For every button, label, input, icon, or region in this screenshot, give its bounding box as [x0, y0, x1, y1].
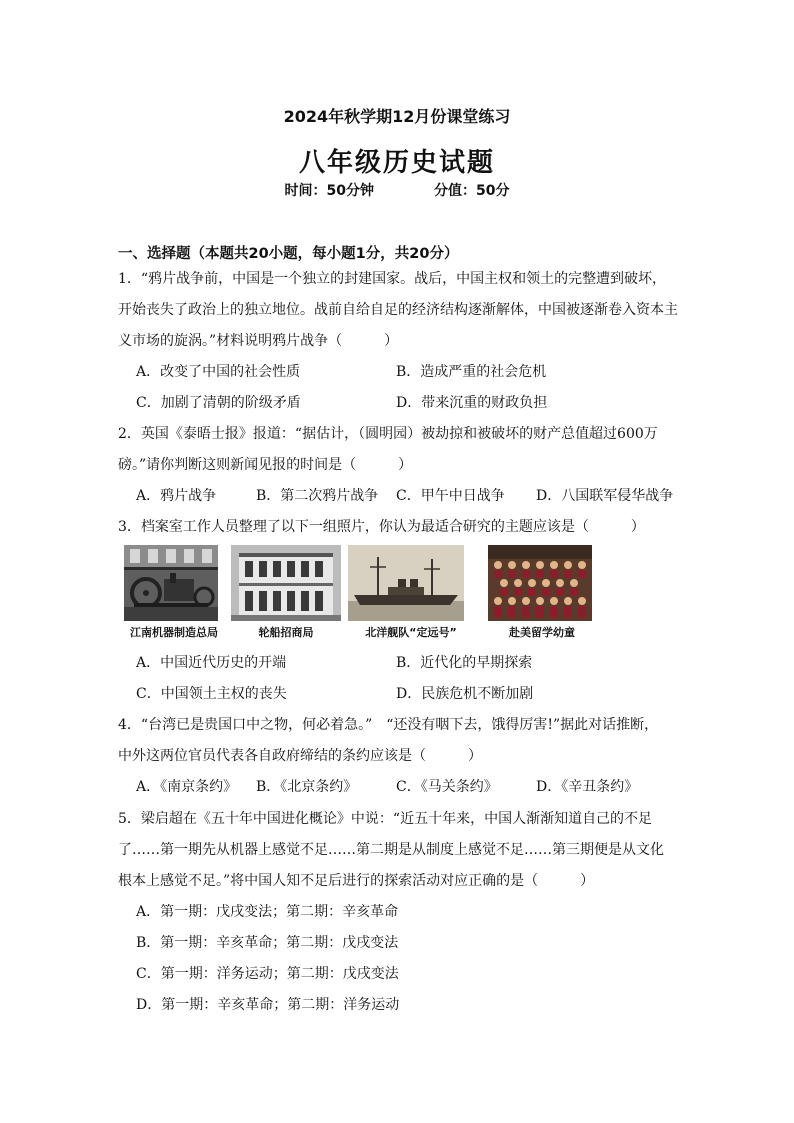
q4-option-b: B．《北京条约》	[256, 779, 358, 795]
q4-line-1: 4．“台湾已是贵国口中之物，何必着急。” “还没有咽下去，饿得厉害!”据此对话推断，	[118, 717, 659, 733]
q5-line-2: 了……第一期先从机器上感觉不足……第二期是从制度上感觉不足……第三期便是从文化	[118, 842, 664, 858]
group-photo-graphic	[488, 545, 592, 621]
q5-option-b: B．第一期：辛亥革命；第二期：戊戌变法	[136, 935, 399, 951]
exam-meta	[0, 180, 794, 200]
q3-option-a: A．中国近代历史的开端	[136, 655, 287, 671]
exam-title: 2024年秋学期12月份课堂练习	[283, 107, 511, 126]
caption-merchants-company: 轮船招商局	[258, 626, 314, 639]
q5-line-3: 根本上感觉不足。”将中国人知不足后进行的探索活动对应正确的是（ ）	[118, 873, 595, 889]
q1-option-a: A．改变了中国的社会性质	[136, 364, 301, 380]
q1-line-1: 1．“鸦片战争前，中国是一个独立的封建国家。战后，中国主权和领土的完整遭到破坏，	[118, 271, 667, 287]
q3-line-1: 3．档案室工作人员整理了以下一组照片，你认为最适合研究的主题应该是（ ）	[118, 519, 645, 535]
q3-option-d: D．民族危机不断加剧	[396, 686, 534, 702]
q4-line-2: 中外这两位官员代表各自政府缔结的条约应该是（ ）	[118, 748, 482, 764]
caption-dingyuan-warship: 北洋舰队“定远号”	[365, 626, 457, 639]
q5-option-c: C．第一期：洋务运动；第二期：戊戌变法	[136, 966, 399, 982]
q2-option-d: D．八国联军侵华战争	[536, 488, 674, 504]
q2-option-c: C．甲午中日战争	[396, 488, 505, 504]
exam-subject: 八年级历史试题	[298, 148, 495, 178]
exam-time: 时间：50分钟	[284, 183, 374, 199]
q1-option-c: C．加剧了清朝的阶级矛盾	[136, 395, 301, 411]
photo-merchants-company	[231, 545, 341, 621]
q2-line-1: 2．英国《泰晤士报》报道：“据估计，（圆明园）被劫掠和被破坏的财产总值超过600万	[118, 426, 658, 442]
q5-option-d: D．第一期：辛亥革命；第二期：洋务运动	[136, 997, 400, 1013]
warship-photo-graphic	[348, 545, 464, 621]
photo-dingyuan-warship	[348, 545, 464, 621]
q1-option-b: B．造成严重的社会危机	[396, 364, 547, 380]
q2-line-2: 磅。”请你判断这则新闻见报的时间是（ ）	[118, 457, 413, 473]
q4-option-c: C．《马关条约》	[396, 779, 498, 795]
q4-option-d: D．《辛丑条约》	[536, 779, 639, 795]
q5-option-a: A．第一期：戊戌变法；第二期：辛亥革命	[136, 904, 399, 920]
q3-option-b: B．近代化的早期探索	[396, 655, 533, 671]
building-photo-graphic	[231, 545, 341, 621]
exam-score: 分值：50分	[434, 183, 510, 199]
factory-photo-graphic	[124, 545, 218, 621]
photo-study-boys	[488, 545, 592, 621]
q2-option-a: A．鸦片战争	[136, 488, 217, 504]
q1-option-d: D．带来沉重的财政负担	[396, 395, 548, 411]
q5-line-1: 5．梁启超在《五十年中国进化概论》中说：“近五十年来，中国人渐渐知道自己的不足	[118, 811, 653, 827]
q4-option-a: A．《南京条约》	[136, 779, 238, 795]
q2-option-b: B．第二次鸦片战争	[256, 488, 379, 504]
caption-arsenal: 江南机器制造总局	[130, 626, 218, 639]
section-heading: 一、选择题（本题共20小题，每小题1分，共20分）	[118, 246, 459, 262]
caption-study-boys: 赴美留学幼童	[509, 626, 575, 639]
q3-option-c: C．中国领土主权的丧失	[136, 686, 287, 702]
q1-line-2: 开始丧失了政治上的独立地位。战前自给自足的经济结构逐渐解体，中国被逐渐卷入资本主	[118, 302, 678, 318]
q1-line-3: 义市场的旋涡。”材料说明鸦片战争（ ）	[118, 333, 399, 349]
photo-arsenal	[124, 545, 218, 621]
